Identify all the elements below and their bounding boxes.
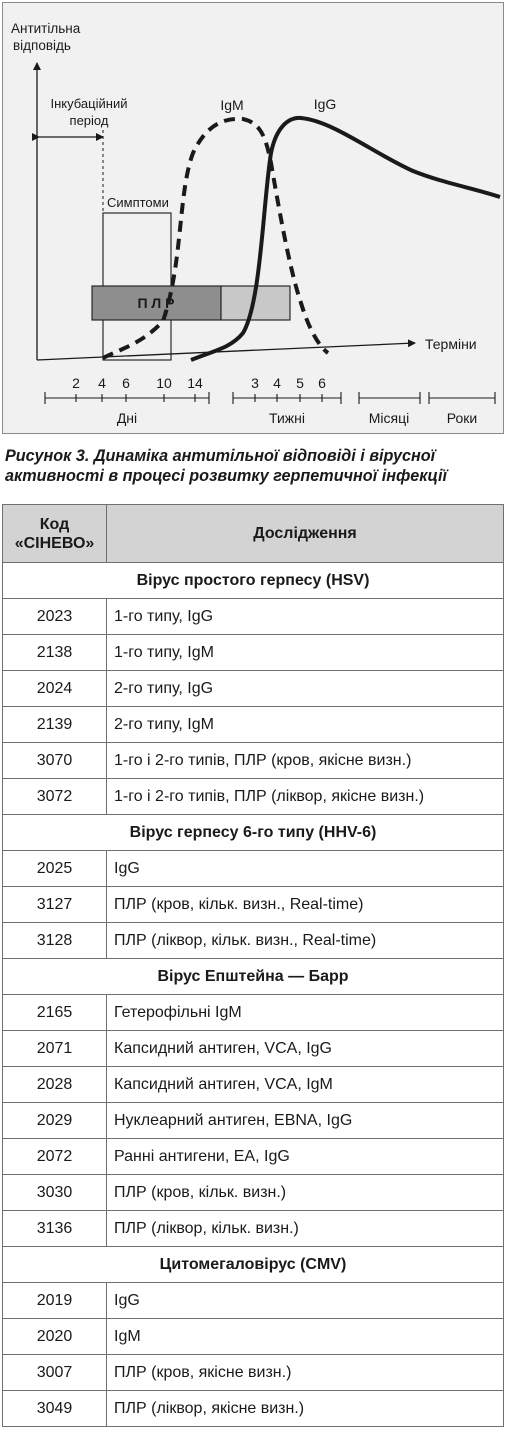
table-row bbox=[3, 1103, 504, 1139]
incubation-label-line-1: Інкубаційний bbox=[50, 96, 128, 111]
table-row bbox=[3, 635, 504, 671]
scale-group-years: Роки bbox=[446, 410, 478, 426]
test-description-cell: Капсидний антиген, VCA, IgM bbox=[107, 1067, 504, 1103]
week-tick-4: 4 bbox=[273, 375, 281, 391]
scale-group-weeks: Тижні bbox=[269, 410, 305, 426]
scale-group-labels bbox=[117, 410, 477, 426]
table-row bbox=[3, 671, 504, 707]
code-header-line-1: Код bbox=[39, 515, 70, 533]
test-code-cell: 2023 bbox=[3, 599, 107, 635]
table-row bbox=[3, 1175, 504, 1211]
table-row bbox=[3, 851, 504, 887]
test-column-header: Дослідження bbox=[107, 505, 504, 563]
test-description-cell: 2-го типу, IgM bbox=[107, 707, 504, 743]
table-row bbox=[3, 1031, 504, 1067]
test-description-cell: Гетерофільні IgM bbox=[107, 995, 504, 1031]
table-row bbox=[3, 923, 504, 959]
test-code-cell: 2139 bbox=[3, 707, 107, 743]
table-group-row bbox=[3, 563, 504, 599]
week-tick-3: 3 bbox=[251, 375, 259, 391]
day-tick-6: 6 bbox=[122, 375, 130, 391]
test-code-cell: 3030 bbox=[3, 1175, 107, 1211]
test-code-cell: 2138 bbox=[3, 635, 107, 671]
table-row bbox=[3, 779, 504, 815]
tests-table bbox=[2, 504, 504, 1427]
x-axis-label: Терміни bbox=[425, 336, 477, 352]
table-row bbox=[3, 1319, 504, 1355]
week-tick-5: 5 bbox=[296, 375, 304, 391]
test-code-cell: 3072 bbox=[3, 779, 107, 815]
test-code-cell: 3128 bbox=[3, 923, 107, 959]
group-title: Вірус простого герпесу (HSV) bbox=[3, 563, 504, 599]
day-tick-14: 14 bbox=[187, 375, 203, 391]
table-group-row bbox=[3, 1247, 504, 1283]
test-code-cell: 3136 bbox=[3, 1211, 107, 1247]
code-header-line-2: «СІНЕВО» bbox=[14, 534, 95, 552]
table-row bbox=[3, 1391, 504, 1427]
test-code-cell: 2072 bbox=[3, 1139, 107, 1175]
test-code-cell: 2071 bbox=[3, 1031, 107, 1067]
code-column-header bbox=[3, 505, 107, 563]
test-description-cell: 1-го типу, IgM bbox=[107, 635, 504, 671]
group-title: Вірус Епштейна — Барр bbox=[3, 959, 504, 995]
group-title: Вірус герпесу 6-го типу (HHV-6) bbox=[3, 815, 504, 851]
test-description-cell: Капсидний антиген, VCA, IgG bbox=[107, 1031, 504, 1067]
table-row bbox=[3, 1283, 504, 1319]
test-description-cell: 1-го і 2-го типів, ПЛР (кров, якісне визн.) bbox=[107, 743, 504, 779]
test-code-cell: 2019 bbox=[3, 1283, 107, 1319]
test-description-cell: ПЛР (кров, кільк. визн., Real-time) bbox=[107, 887, 504, 923]
test-code-cell: 2165 bbox=[3, 995, 107, 1031]
day-tick-10: 10 bbox=[156, 375, 172, 391]
test-description-cell: ПЛР (ліквор, кільк. визн., Real-time) bbox=[107, 923, 504, 959]
tests-table-body bbox=[3, 563, 504, 1427]
incubation-label-line-2: період bbox=[69, 113, 109, 128]
y-axis-label-line-2: відповідь bbox=[13, 38, 71, 53]
table-group-row bbox=[3, 815, 504, 851]
test-code-cell: 2028 bbox=[3, 1067, 107, 1103]
table-row bbox=[3, 1211, 504, 1247]
test-description-cell: 1-го і 2-го типів, ПЛР (ліквор, якісне визн.) bbox=[107, 779, 504, 815]
test-code-cell: 2029 bbox=[3, 1103, 107, 1139]
test-description-cell: 1-го типу, IgG bbox=[107, 599, 504, 635]
test-description-cell: IgG bbox=[107, 851, 504, 887]
test-code-cell: 2025 bbox=[3, 851, 107, 887]
test-description-cell: IgG bbox=[107, 1283, 504, 1319]
test-code-cell: 2020 bbox=[3, 1319, 107, 1355]
test-description-cell: 2-го типу, IgG bbox=[107, 671, 504, 707]
test-code-cell: 2024 bbox=[3, 671, 107, 707]
table-row bbox=[3, 1355, 504, 1391]
group-title: Цитомегаловірус (CMV) bbox=[3, 1247, 504, 1283]
test-code-cell: 3007 bbox=[3, 1355, 107, 1391]
scale-group-days: Дні bbox=[116, 410, 138, 426]
pcr-label: П Л Р bbox=[137, 295, 175, 311]
table-row bbox=[3, 887, 504, 923]
test-description-cell: ПЛР (ліквор, якісне визн.) bbox=[107, 1391, 504, 1427]
antibody-dynamics-figure bbox=[2, 2, 504, 434]
test-description-cell: IgM bbox=[107, 1319, 504, 1355]
table-header-row bbox=[3, 505, 504, 563]
week-tick-6: 6 bbox=[318, 375, 326, 391]
igg-label: IgG bbox=[313, 96, 337, 112]
table-group-row bbox=[3, 959, 504, 995]
test-description-cell: Ранні антигени, EA, IgG bbox=[107, 1139, 504, 1175]
table-row bbox=[3, 1139, 504, 1175]
day-tick-4: 4 bbox=[98, 375, 106, 391]
caption-line-1: Рисунок 3. Динаміка антитільної відповіді і вірусної bbox=[5, 447, 436, 465]
symptoms-label: Симптоми bbox=[107, 195, 169, 210]
test-description-cell: Нуклеарний антиген, EBNA, IgG bbox=[107, 1103, 504, 1139]
day-tick-2: 2 bbox=[72, 375, 80, 391]
test-description-cell: ПЛР (кров, якісне визн.) bbox=[107, 1355, 504, 1391]
scale-tick-labels bbox=[72, 375, 326, 391]
table-row bbox=[3, 995, 504, 1031]
y-axis-label-line-1: Антитільна bbox=[11, 21, 81, 36]
test-code-cell: 3127 bbox=[3, 887, 107, 923]
scale-group-months: Місяці bbox=[368, 410, 410, 426]
test-description-cell: ПЛР (кров, кільк. визн.) bbox=[107, 1175, 504, 1211]
igm-curve bbox=[103, 119, 328, 358]
table-row bbox=[3, 743, 504, 779]
table-row bbox=[3, 1067, 504, 1103]
test-description-cell: ПЛР (ліквор, кільк. визн.) bbox=[107, 1211, 504, 1247]
table-row bbox=[3, 599, 504, 635]
antibody-dynamics-diagram bbox=[3, 3, 505, 435]
igg-curve bbox=[191, 118, 500, 360]
table-row bbox=[3, 707, 504, 743]
test-code-cell: 3049 bbox=[3, 1391, 107, 1427]
figure-caption bbox=[5, 446, 505, 486]
caption-line-2: активності в процесі розвитку герпетичної інфекції bbox=[5, 467, 447, 485]
igm-label: IgM bbox=[220, 97, 244, 113]
test-code-cell: 3070 bbox=[3, 743, 107, 779]
